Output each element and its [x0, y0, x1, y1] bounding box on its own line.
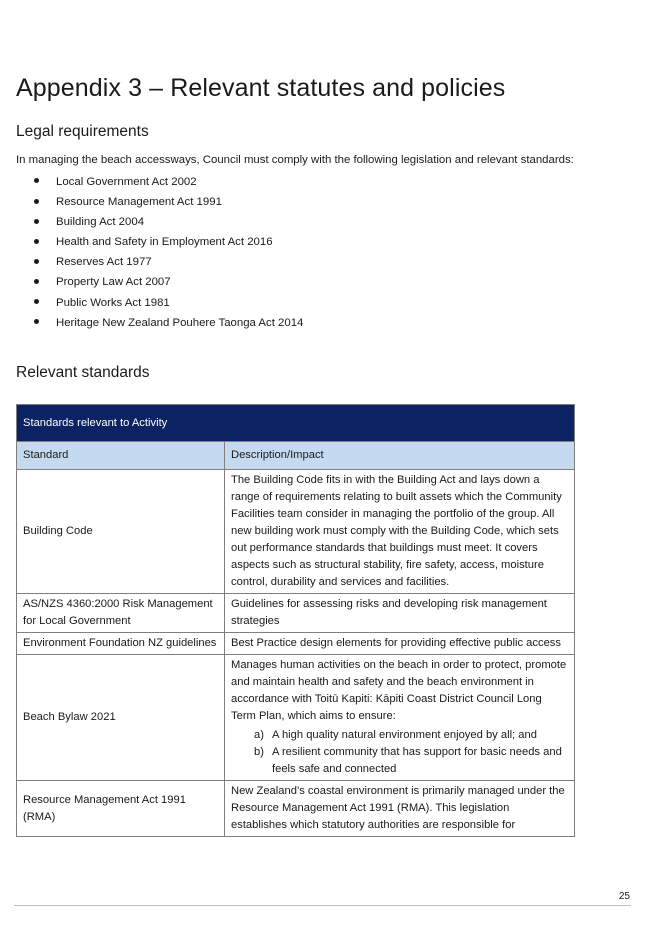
description-text: Manages human activities on the beach in order to protect, promote and maintain health and safety and the beach environment in accordance with Toitū Kapiti: Kāpiti Coast District Council Long Term Plan, which aims to ensure:	[231, 659, 567, 722]
page-title: Appendix 3 – Relevant statutes and policies	[16, 74, 506, 102]
bullet-icon	[34, 299, 39, 304]
list-item-label: Local Government Act 2002	[56, 176, 197, 188]
standard-cell: Building Code	[17, 470, 225, 594]
list-marker: b)	[254, 746, 264, 758]
description-cell	[225, 655, 575, 781]
footer-divider	[14, 905, 631, 906]
bullet-icon	[34, 279, 39, 284]
description-cell: New Zealand’s coastal environment is primarily managed under the Resource Management Act 1991 (RMA). This legislation establishes which statutory authorities are responsible for	[225, 781, 575, 837]
list-item-label: A resilient community that has support for basic needs and feels safe and connected	[272, 746, 562, 775]
bullet-icon	[34, 319, 39, 324]
list-item-label: Reserves Act 1977	[56, 256, 152, 269]
list-item	[231, 727, 568, 744]
bullet-icon	[34, 199, 39, 204]
standard-cell: Beach Bylaw 2021	[17, 655, 225, 781]
standard-cell: Environment Foundation NZ guidelines	[17, 633, 225, 655]
list-item	[34, 272, 303, 292]
bullet-icon	[34, 178, 39, 183]
list-item-label: Property Law Act 2007	[56, 276, 171, 289]
bullet-icon	[34, 239, 39, 244]
column-header-description: Description/Impact	[225, 442, 575, 470]
list-item	[34, 293, 303, 313]
table-row	[17, 655, 575, 781]
list-item	[34, 212, 303, 232]
list-item-label: Resource Management Act 1991	[56, 196, 222, 209]
list-item-label: Heritage New Zealand Pouhere Taonga Act 2014	[56, 316, 304, 329]
list-item	[34, 192, 303, 212]
description-cell: Best Practice design elements for providing effective public access	[225, 633, 575, 655]
description-cell: The Building Code fits in with the Building Act and lays down a range of requirements relating to built assets which the Community Facilities team consider in managing the portfolio of the group. All new building work must comply with the Building Code, which sets out performance standards that buildings must meet. It covers aspects such as structural stability, fire safety, access, moisture control, durability and services and facilities.	[225, 470, 575, 594]
list-item	[34, 252, 303, 272]
page-number: 25	[618, 891, 630, 902]
legislation-list	[34, 172, 303, 333]
list-item-label: A high quality natural environment enjoyed by all; and	[272, 729, 537, 741]
list-item	[34, 172, 303, 192]
list-marker: a)	[254, 729, 264, 741]
table-row	[17, 633, 575, 655]
standard-cell: Resource Management Act 1991 (RMA)	[17, 781, 225, 837]
description-cell: Guidelines for assessing risks and developing risk management strategies	[225, 594, 575, 633]
relevant-standards-heading: Relevant standards	[16, 364, 150, 381]
aims-list	[231, 727, 568, 778]
bullet-icon	[34, 219, 39, 224]
table-row	[17, 594, 575, 633]
table-row	[17, 470, 575, 594]
list-item	[34, 232, 303, 252]
standard-cell: AS/NZS 4360:2000 Risk Management for Local Government	[17, 594, 225, 633]
legal-requirements-heading: Legal requirements	[16, 123, 149, 140]
table-row	[17, 781, 575, 837]
table-caption: Standards relevant to Activity	[17, 405, 575, 442]
list-item	[34, 313, 303, 333]
list-item-label: Public Works Act 1981	[56, 296, 170, 309]
table-header-row	[17, 442, 575, 470]
standards-table	[16, 404, 575, 837]
list-item	[231, 744, 568, 778]
bullet-icon	[34, 259, 39, 264]
table-caption-row	[17, 405, 575, 442]
column-header-standard: Standard	[17, 442, 225, 470]
list-item-label: Health and Safety in Employment Act 2016	[56, 236, 273, 249]
list-item-label: Building Act 2004	[56, 216, 145, 229]
legal-intro-paragraph: In managing the beach accessways, Council must comply with the following legislation and relevant standards:	[16, 154, 574, 166]
